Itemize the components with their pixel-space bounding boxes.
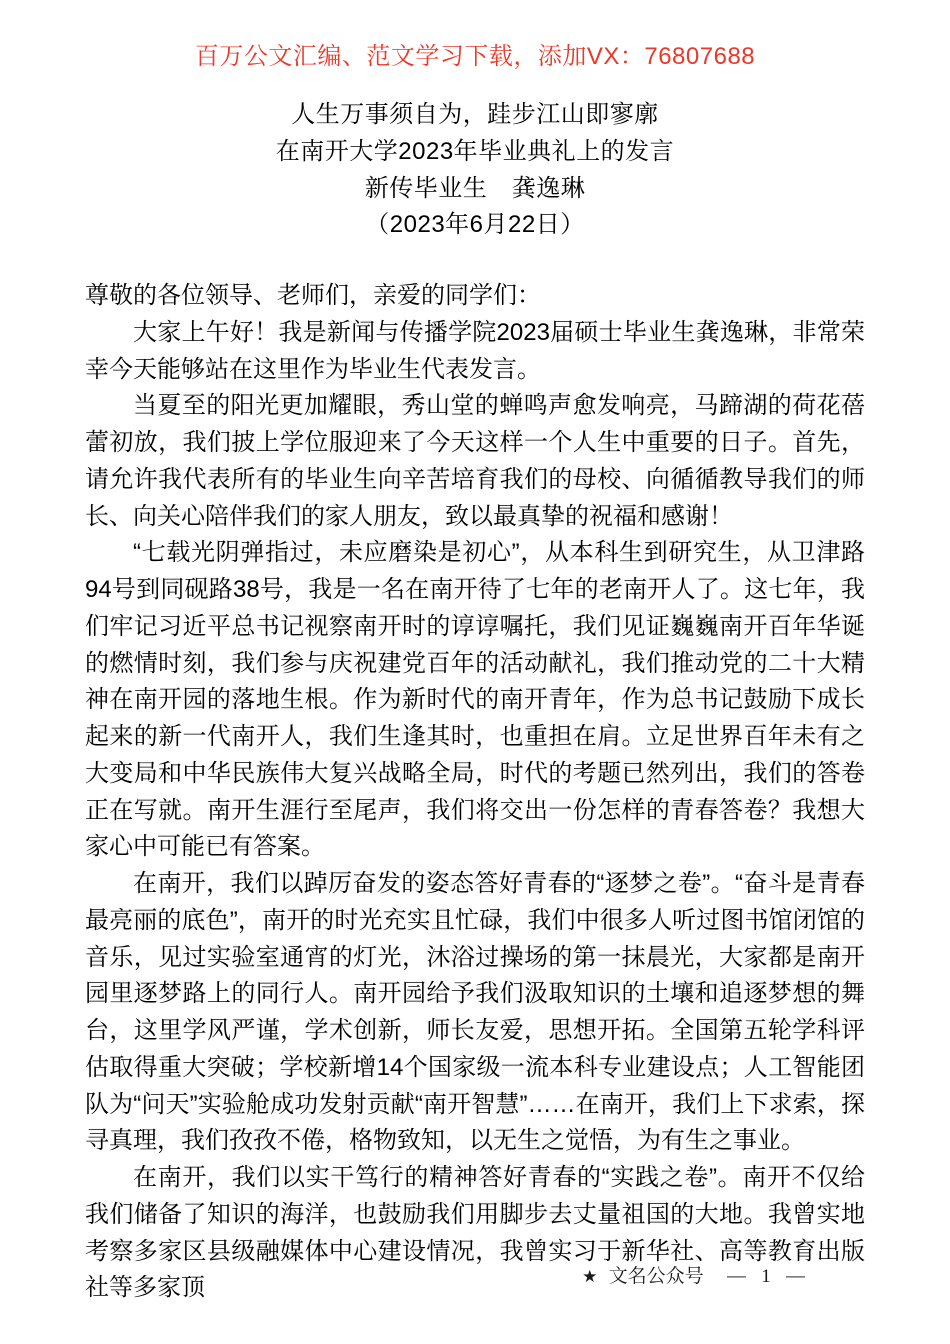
salutation-line: 尊敬的各位领导、老师们，亲爱的同学们： <box>85 282 541 309</box>
footer-brand: 文名公众号 <box>608 1266 704 1287</box>
star-icon: ★ <box>582 1267 598 1286</box>
page-number-dash-left: — <box>726 1266 746 1287</box>
doc-title: 人生万事须自为，跬步江山即寥廓 <box>291 101 659 128</box>
paragraph: 大家上午好！我是新闻与传播学院2023届硕士毕业生龚逸琳，非常荣幸今天能够站在这里作为毕业生代表发言。 <box>85 318 865 383</box>
title-block <box>0 97 950 244</box>
document-body <box>85 278 865 1307</box>
paragraph: 当夏至的阳光更加耀眼，秀山堂的蝉鸣声愈发响亮，马蹄湖的荷花蓓蕾初放，我们披上学位服迎来了今天这样一个人生中重要的日子。首先，请允许我代表所有的毕业生向辛苦培育我们的母校、向循循教导我们的师长、向关心陪伴我们的家人朋友，致以最真挚的祝福和感谢！ <box>85 392 865 530</box>
page-footer <box>582 1264 815 1290</box>
paragraph: 在南开，我们以实干笃行的精神答好青春的“实践之卷”。南开不仅给我们储备了知识的海洋，也鼓励我们用脚步去丈量祖国的大地。我曾实地考察多家区县级融媒体中心建设情况，我曾实习于新华社、高等教育出版社等多家顶 <box>85 1164 865 1302</box>
date-line: （2023年6月22日） <box>365 211 585 239</box>
page-number: 1 <box>761 1266 771 1287</box>
page-number-dash-right: — <box>786 1266 805 1287</box>
speaker-line: 新传毕业生 龚逸琳 <box>364 174 586 202</box>
doc-subtitle: 在南开大学2023年毕业典礼上的发言 <box>275 137 675 165</box>
paragraph: 在南开，我们以踔厉奋发的姿态答好青春的“逐梦之卷”。“奋斗是青春最亮丽的底色”，南开的时光充实且忙碌，我们中很多人听过图书馆闭馆的音乐，见过实验室通宵的灯光，沐浴过操场的第一抹晨光，大家都是南开园里逐梦路上的同行人。南开园给予我们汲取知识的土壤和追逐梦想的舞台，这里学风严谨，学术创新，师长友爱，思想开拓。全国第五轮学科评估取得重大突破；学校新增14个国家级一流本科专业建设点；人工智能团队为“问天”实验舱成功发射贡献“南开智慧”……在南开，我们上下求索，探寻真理，我们孜孜不倦，格物致知，以无生之觉悟，为有生之事业。 <box>85 870 865 1155</box>
paragraph: “七载光阴弹指过，未应磨染是初心”，从本科生到研究生，从卫津路94号到同砚路38号，我是一名在南开待了七年的老南开人了。这七年，我们牢记习近平总书记视察南开时的谆谆嘱托，我们见证巍巍南开百年华诞的燃情时刻，我们参与庆祝建党百年的活动献礼，我们推动党的二十大精神在南开园的落地生根。作为新时代的南开青年，作为总书记鼓励下成长起来的新一代南开人，我们生逢其时，也重担在肩。立足世界百年未有之大变局和中华民族伟大复兴战略全局，时代的考题已然列出，我们的答卷正在写就。南开生涯行至尾声，我们将交出一份怎样的青春答卷？我想大家心中可能已有答案。 <box>85 539 865 861</box>
promo-banner: 百万公文汇编、范文学习下载，添加VX：76807688 <box>194 43 756 70</box>
